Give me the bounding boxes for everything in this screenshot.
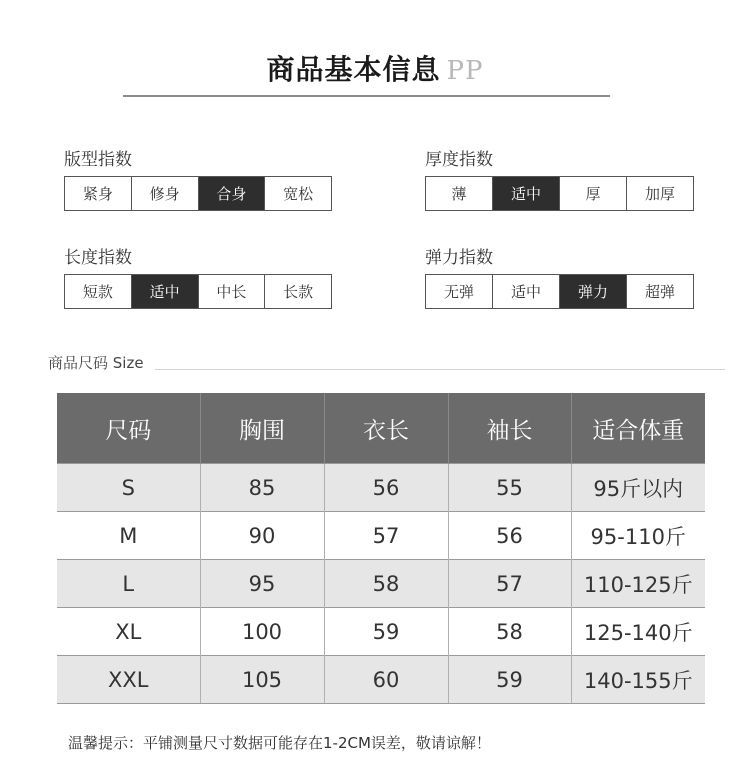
index-label: 版型指数	[64, 150, 132, 170]
table-cell: 57	[448, 560, 571, 608]
elasticity-index	[425, 246, 694, 309]
scale-option: 超弹	[644, 283, 675, 301]
scale-option: 中长	[199, 275, 266, 308]
table-cell: S	[57, 464, 200, 512]
scale-option: 紧身	[65, 177, 132, 210]
measurement-note: 温馨提示：平铺测量尺寸数据可能存在1-2CM误差，敬请谅解！	[68, 734, 491, 752]
scale-option: 加厚	[644, 185, 675, 203]
table-header-row	[57, 393, 705, 464]
table-cell: XL	[57, 608, 200, 656]
table-cell: 56	[448, 512, 571, 560]
length-index	[64, 246, 332, 309]
index-scale	[64, 176, 332, 211]
table-cell: 55	[448, 464, 571, 512]
table-cell: 95斤以内	[571, 464, 705, 512]
table-row	[57, 560, 705, 608]
table-row	[57, 656, 705, 704]
title-divider	[123, 95, 610, 97]
scale-option: 薄	[426, 177, 493, 210]
table-cell: XXL	[57, 656, 200, 704]
page-title: 商品基本信息 PP	[266, 53, 484, 86]
column-header: 袖长	[448, 393, 571, 464]
scale-option-selected: 适中	[493, 177, 560, 210]
scale-option: 修身	[132, 177, 199, 210]
table-cell: 58	[448, 608, 571, 656]
index-scale	[64, 274, 332, 309]
table-cell: 140-155斤	[571, 656, 705, 704]
table-cell: 90	[200, 512, 324, 560]
table-cell: 95-110斤	[571, 512, 705, 560]
table-cell: 60	[324, 656, 448, 704]
table-cell: 110-125斤	[571, 560, 705, 608]
scale-option: 长款	[283, 283, 314, 301]
column-header: 尺码	[57, 393, 200, 464]
size-section-divider	[155, 369, 725, 370]
brand-mark-icon: PP	[446, 56, 484, 86]
index-label: 长度指数	[64, 248, 132, 268]
table-row	[57, 608, 705, 656]
table-cell: 125-140斤	[571, 608, 705, 656]
column-header: 胸围	[200, 393, 324, 464]
index-scale	[425, 274, 694, 309]
scale-option-selected: 合身	[199, 177, 266, 210]
scale-option: 厚	[560, 177, 627, 210]
scale-option-selected: 弹力	[560, 275, 627, 308]
table-cell: M	[57, 512, 200, 560]
column-header: 衣长	[324, 393, 448, 464]
table-cell: 59	[448, 656, 571, 704]
index-scale	[425, 176, 694, 211]
table-cell: 105	[200, 656, 324, 704]
thickness-index	[425, 148, 694, 211]
scale-option-selected: 适中	[132, 275, 199, 308]
size-table	[57, 393, 705, 704]
table-cell: 59	[324, 608, 448, 656]
table-cell: 57	[324, 512, 448, 560]
table-row	[57, 464, 705, 512]
index-label: 厚度指数	[425, 150, 493, 170]
fit-index	[64, 148, 332, 211]
scale-option: 短款	[65, 275, 132, 308]
table-cell: 100	[200, 608, 324, 656]
table-cell: 85	[200, 464, 324, 512]
size-section-title: 商品尺码 Size	[48, 354, 144, 372]
table-cell: 58	[324, 560, 448, 608]
table-cell: L	[57, 560, 200, 608]
header	[0, 48, 750, 88]
index-label: 弹力指数	[425, 248, 493, 268]
table-cell: 95	[200, 560, 324, 608]
table-cell: 56	[324, 464, 448, 512]
scale-option: 无弹	[426, 275, 493, 308]
scale-option: 宽松	[283, 185, 314, 203]
scale-option: 适中	[493, 275, 560, 308]
column-header: 适合体重	[571, 393, 705, 464]
table-row	[57, 512, 705, 560]
